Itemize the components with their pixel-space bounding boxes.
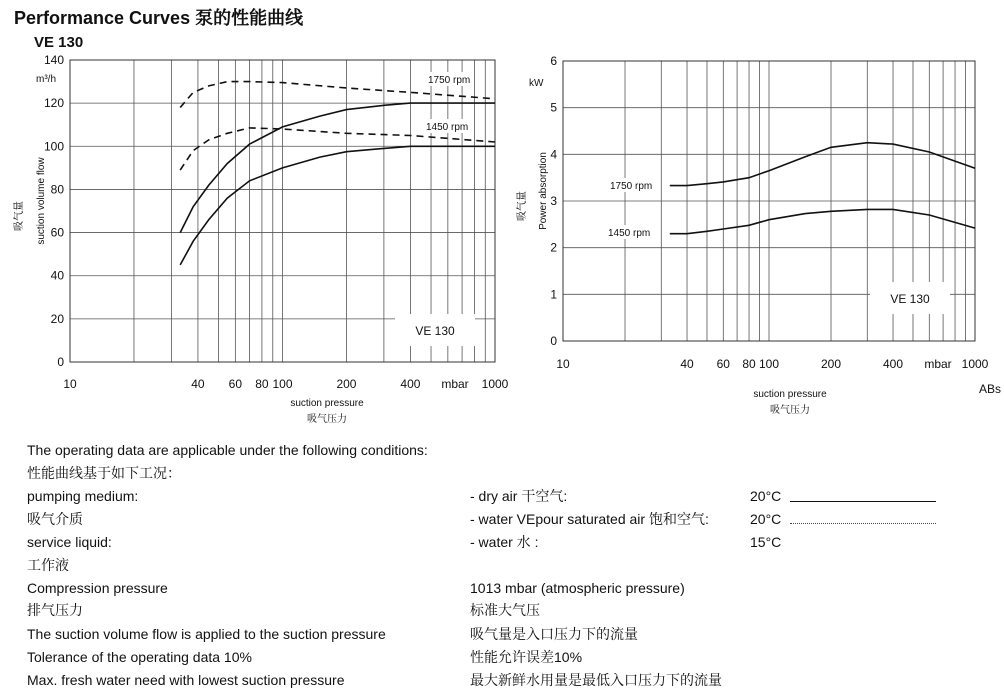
saturated-air-legend-line (790, 523, 936, 524)
flow-x-tick-label: 200 (336, 377, 357, 391)
power-series-label: 1750 rpm (610, 181, 653, 192)
compression-pressure-label-cn: 排气压力 (27, 602, 83, 618)
power-y-tick-label: 0 (550, 334, 557, 348)
pumping-medium-label: pumping medium: (27, 488, 139, 504)
compression-pressure-value: 1013 mbar (atmospheric pressure) (470, 580, 685, 596)
flow-y-tick-label: 40 (50, 268, 64, 283)
fresh-water-note-cn: 最大新鲜水用量是最低入口压力下的流量 (470, 672, 722, 688)
power-y-tick-label: 3 (550, 194, 557, 208)
fresh-water-note: Max. fresh water need with lowest suction pressure (27, 672, 345, 688)
flow-series-label: 1450 rpm (426, 122, 469, 133)
flow-y-tick-label: 20 (50, 311, 64, 326)
flow-y-tick-label: 60 (50, 225, 64, 240)
power-y-tick-label: 1 (550, 287, 557, 302)
pumping-medium-dry-air: - dry air 干空气: (470, 488, 568, 504)
flow-y-tick-label: 0 (57, 355, 64, 369)
power-x-tick-label: 80 (742, 357, 756, 371)
power-x-tick-label: 10 (556, 357, 570, 371)
flow-y-tick-label: 140 (43, 53, 64, 67)
flow-y-axis-label: suction volume flow (36, 157, 47, 245)
power-x-tick-label: 1000 (961, 357, 989, 371)
pumping-medium-label-cn: 吸气介质 (27, 511, 83, 527)
power-y-tick-label: 4 (550, 147, 557, 162)
power-x-unit-label: mbar (924, 357, 952, 371)
conditions-intro-en: The operating data are applicable under the following conditions: (27, 442, 428, 458)
suction-volume-note-cn: 吸气量是入口压力下的流量 (470, 626, 638, 642)
pumping-medium-saturated-air: - water VEpour saturated air 饱和空气: (470, 511, 709, 527)
power-y-tick-label: 5 (550, 100, 557, 115)
service-liquid-water: - water 水 : (470, 534, 539, 550)
tolerance-note: Tolerance of the operating data 10% (27, 649, 252, 665)
flow-annotation-label: VE 130 (415, 324, 455, 338)
flow-x-tick-label: 100 (272, 377, 293, 391)
conditions-intro-cn: 性能曲线基于如下工况： (27, 465, 181, 481)
power-x-tick-label: 100 (758, 357, 780, 371)
compression-pressure-label: Compression pressure (27, 580, 168, 596)
power-x-tick-label: 200 (820, 357, 842, 371)
suction-volume-note: The suction volume flow is applied to the suction pressure (27, 626, 386, 642)
power-series-label: 1450 rpm (608, 228, 651, 239)
power-x-extra-label: ABs (979, 382, 1002, 396)
flow-x-tick-label: 60 (228, 377, 243, 391)
power-x-tick-label: 60 (716, 357, 730, 371)
power-y-axis-label-cn: 吸气量 (517, 191, 528, 221)
dry-air-legend-line (790, 501, 936, 502)
flow-y-unit-label: m³/h (36, 74, 56, 85)
flow-y-axis-label-cn: 吸气量 (14, 201, 25, 231)
power-x-tick-label: 40 (680, 357, 694, 371)
power-x-tick-label: 400 (883, 357, 904, 371)
flow-x-tick-label: 10 (63, 377, 77, 391)
flow-x-axis-label-cn: 吸气压力 (307, 414, 347, 425)
service-liquid-label-cn: 工作液 (27, 557, 69, 573)
compression-pressure-value-cn: 标准大气压 (470, 602, 540, 618)
power-y-unit-label: kW (529, 78, 544, 89)
tolerance-note-cn: 性能允许误差10% (470, 649, 583, 665)
power-y-tick-label: 2 (550, 240, 557, 255)
flow-y-tick-label: 120 (43, 96, 64, 111)
flow-x-tick-label: 40 (191, 377, 205, 391)
flow-y-tick-label: 80 (50, 182, 64, 197)
flow-x-axis-label: suction pressure (290, 398, 364, 409)
service-liquid-label: service liquid: (27, 534, 112, 550)
flow-x-tick-label: 1000 (481, 377, 509, 391)
pumping-medium-saturated-air-temp: 20°C (750, 511, 782, 527)
model-label: VE 130 (34, 34, 84, 51)
power-x-axis-label: suction pressure (753, 389, 827, 400)
flow-y-tick-label: 100 (43, 139, 64, 154)
flow-x-tick-label: 400 (400, 377, 421, 391)
power-annotation-label: VE 130 (890, 292, 930, 306)
flow-series-label: 1750 rpm (428, 75, 471, 86)
power-y-axis-label: Power absorption (538, 152, 549, 230)
page-title: Performance Curves 泵的性能曲线 (14, 8, 304, 28)
power-x-axis-label-cn: 吸气压力 (770, 405, 810, 416)
pumping-medium-dry-air-temp: 20°C (750, 488, 782, 504)
flow-x-unit-label: mbar (441, 377, 469, 391)
flow-x-tick-label: 80 (255, 377, 269, 391)
power-y-tick-label: 6 (550, 54, 557, 68)
service-liquid-temp: 15°C (750, 534, 782, 550)
